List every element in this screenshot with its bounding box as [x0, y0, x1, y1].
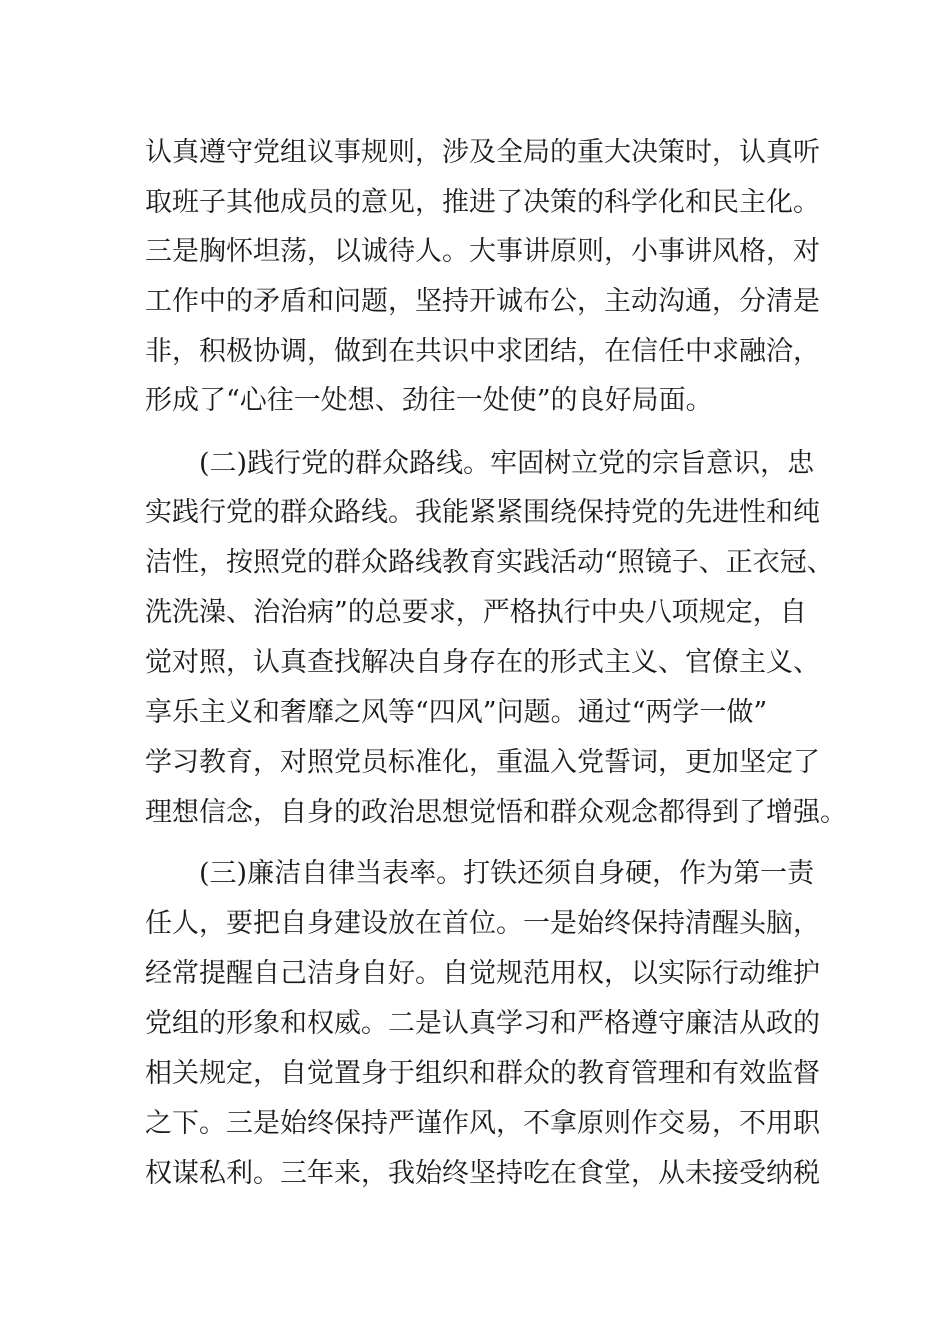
- text-line: 觉对照，认真查找解决自身存在的形式主义、官僚主义、: [145, 647, 820, 678]
- text-line: 实践行党的群众路线。我能紧紧围绕保持党的先进性和纯: [145, 497, 820, 528]
- text-line: 非，积极协调，做到在共识中求团结，在信任中求融洽，: [145, 336, 820, 367]
- text-line: 相关规定，自觉置身于组织和群众的教育管理和有效监督: [145, 1058, 820, 1089]
- text-line: 取班子其他成员的意见，推进了决策的科学化和民主化。: [145, 187, 820, 218]
- text-line: 洗洗澡、治治病”的总要求，严格执行中央八项规定，自: [145, 597, 807, 628]
- text-line: 享乐主义和奢靡之风等“四风”问题。通过“两学一做”: [145, 697, 768, 728]
- section-heading-line: (二)践行党的群众路线。牢固树立党的宗旨意识，忠: [199, 448, 815, 479]
- text-line: 形成了“心往一处想、劲往一处使”的良好局面。: [145, 385, 713, 416]
- text-line: 之下。三是始终保持严谨作风，不拿原则作交易，不用职: [145, 1108, 820, 1139]
- text-line: 工作中的矛盾和问题，坚持开诚布公，主动沟通，分清是: [145, 286, 820, 317]
- text-line: 洁性，按照党的群众路线教育实践活动“照镜子、正衣冠、: [145, 547, 834, 578]
- text-line: 权谋私利。三年来，我始终坚持吃在食堂，从未接受纳税: [145, 1158, 820, 1189]
- text-line: 认真遵守党组议事规则，涉及全局的重大决策时，认真听: [145, 137, 820, 168]
- section-heading-line: (三)廉洁自律当表率。打铁还须自身硬，作为第一责: [199, 858, 815, 889]
- text-line: 三是胸怀坦荡，以诚待人。大事讲原则，小事讲风格，对: [145, 236, 820, 267]
- text-line: 理想信念，自身的政治思想觉悟和群众观念都得到了增强。: [145, 797, 847, 828]
- text-line: 学习教育，对照党员标准化，重温入党誓词，更加坚定了: [145, 747, 820, 778]
- text-line: 党组的形象和权威。二是认真学习和严格遵守廉洁从政的: [145, 1008, 820, 1039]
- text-line: 任人，要把自身建设放在首位。一是始终保持清醒头脑，: [145, 908, 820, 939]
- text-line: 经常提醒自己洁身自好。自觉规范用权，以实际行动维护: [145, 958, 820, 989]
